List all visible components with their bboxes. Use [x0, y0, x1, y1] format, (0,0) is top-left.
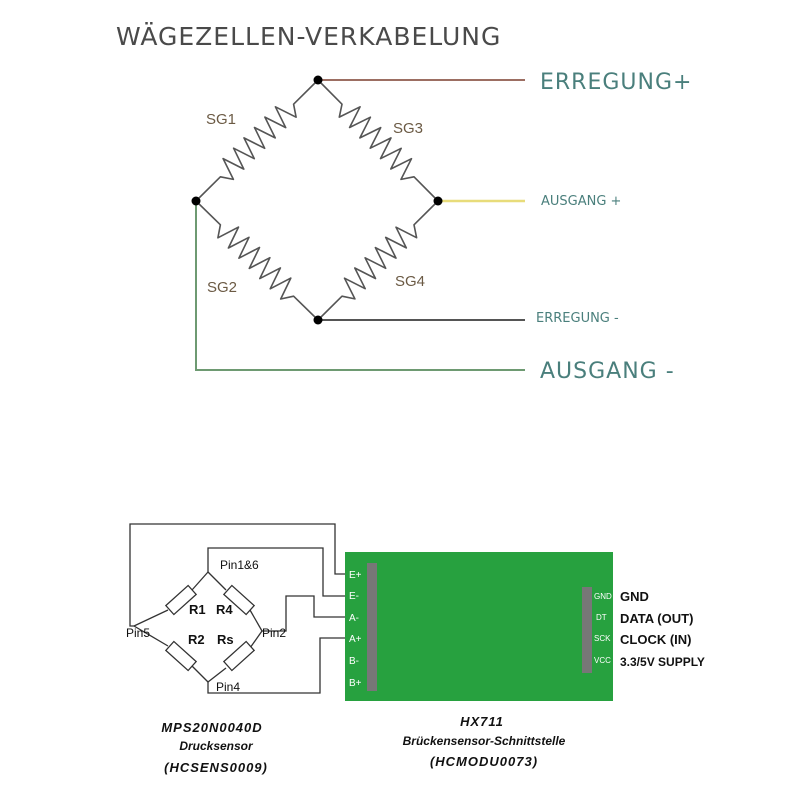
pin-e-minus: E-: [349, 591, 359, 602]
strain-gauge-sg2: [196, 201, 318, 320]
label-r4: R4: [216, 602, 233, 617]
pin-b-minus: B-: [349, 656, 359, 667]
label-erregung-plus: ERREGUNG+: [540, 70, 693, 95]
strain-gauge-sg3: [318, 80, 438, 201]
diagram-title: WÄGEZELLEN-VERKABELUNG: [116, 22, 502, 51]
pin-dt: DT: [596, 613, 607, 622]
hx711-caption-part: HX711: [460, 714, 504, 729]
pin-e-plus: E+: [349, 570, 362, 581]
hx711-caption-code: (HCMODU0073): [429, 754, 539, 769]
desc-gnd: GND: [620, 589, 649, 604]
sensor-caption-part: MPS20N0040D: [161, 720, 263, 735]
sensor-caption-name: Drucksensor: [179, 739, 253, 753]
label-sg2: SG2: [207, 279, 238, 296]
node-top: [314, 76, 323, 85]
label-erregung-minus: ERREGUNG -: [536, 311, 619, 326]
pin-a-minus: A-: [349, 613, 359, 624]
label-rs: Rs: [217, 632, 234, 647]
label-ausgang-plus: AUSGANG +: [541, 194, 622, 209]
label-r1: R1: [189, 602, 206, 617]
label-pin2: Pin2: [262, 626, 287, 640]
resistors: [166, 586, 254, 671]
pin-sck: SCK: [594, 634, 611, 643]
desc-data: DATA (OUT): [620, 611, 694, 626]
pin-vcc: VCC: [594, 656, 611, 665]
label-pin4: Pin4: [216, 680, 241, 694]
hx711-board: [345, 552, 613, 701]
sensor-caption-code: (HCSENS0009): [164, 760, 268, 775]
strain-gauge-sg1: [196, 80, 318, 201]
pin-a-plus: A+: [349, 634, 362, 645]
label-r2: R2: [188, 632, 205, 647]
pin-b-plus: B+: [349, 678, 362, 689]
label-pin5: Pin5: [126, 626, 151, 640]
hx711-right-descriptions: [620, 589, 705, 669]
pin-gnd: GND: [594, 592, 612, 601]
label-sg1: SG1: [206, 111, 237, 128]
node-bottom: [314, 316, 323, 325]
label-sg4: SG4: [395, 273, 426, 290]
desc-clock: CLOCK (IN): [620, 632, 692, 647]
sensor-bridge: [134, 572, 262, 682]
label-pin16: Pin1&6: [220, 558, 259, 572]
strain-gauge-sg4: [318, 201, 438, 320]
hx711-caption-name: Brückensensor-Schnittstelle: [402, 734, 566, 748]
node-right: [434, 197, 443, 206]
desc-supply: 3.3/5V SUPPLY: [620, 655, 705, 669]
node-left: [192, 197, 201, 206]
label-sg3: SG3: [393, 120, 424, 137]
hx711-right-header: [582, 587, 592, 673]
hx711-left-header: [367, 563, 377, 691]
label-ausgang-minus: AUSGANG -: [540, 359, 675, 384]
